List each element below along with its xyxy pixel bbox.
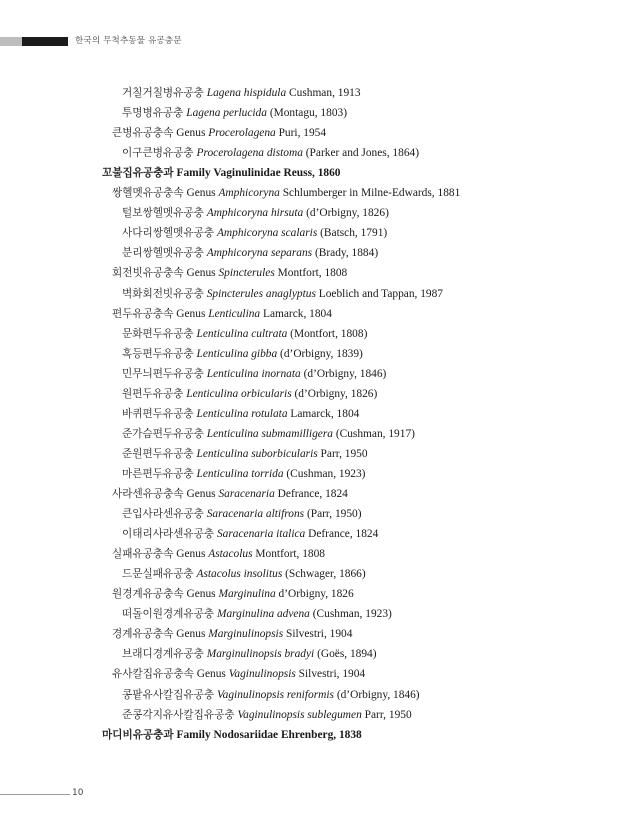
scientific-name: Saracenaria (218, 488, 275, 500)
species-entry (122, 526, 378, 542)
rank-label: Genus (176, 307, 206, 320)
species-entry (122, 286, 443, 302)
korean-name: 브래디경계유공충 (122, 648, 204, 661)
author-citation: d’Orbigny, 1826 (278, 588, 354, 601)
footer-rule (0, 794, 70, 795)
korean-name: 꼬불집유공충과 (102, 167, 174, 180)
scientific-name: Procerolagena (208, 127, 276, 140)
species-entry (122, 406, 359, 422)
author-citation: (d’Orbigny, 1846) (303, 367, 387, 380)
korean-name: 원경계유공충속 (112, 588, 184, 601)
korean-name: 준콩각지유사칼집유공충 (122, 708, 235, 721)
scientific-name: Marginulina (218, 588, 276, 601)
korean-name: 편두유공충속 (112, 307, 174, 320)
korean-name: 투명병유공충 (122, 107, 184, 120)
author-citation: Ehrenberg, 1838 (280, 728, 362, 741)
korean-name: 회전빗유공충속 (112, 267, 184, 280)
korean-name: 큰병유공충속 (112, 127, 174, 140)
scientific-name: Vaginulinidae (213, 167, 281, 180)
family-entry (102, 727, 362, 743)
korean-name: 털보쌍헬멧유공충 (122, 207, 204, 220)
rank-label: Genus (186, 488, 216, 500)
korean-name: 이태리사라센유공충 (122, 528, 215, 541)
korean-name: 마른편두유공충 (122, 467, 194, 480)
korean-name: 거칠거칠병유공충 (122, 87, 204, 99)
scientific-name: Vaginulinopsis (228, 668, 296, 681)
author-citation: (d’Orbigny, 1826) (294, 387, 378, 400)
scientific-name: Lenticulina (208, 307, 261, 320)
korean-name: 준원편두유공충 (122, 447, 194, 460)
rank-label: Genus (186, 588, 216, 601)
author-citation: Schlumberger in Milne-Edwards, 1881 (282, 187, 461, 200)
rank-label: Genus (196, 668, 226, 681)
scientific-name: Lenticulina cultrata (196, 327, 288, 340)
scientific-name: Marginulinopsis (208, 628, 284, 641)
author-citation: (Schwager, 1866) (285, 568, 366, 581)
author-citation: (Cushman, 1923) (312, 608, 392, 621)
korean-name: 콩팥유사칼집유공충 (122, 688, 215, 701)
author-citation: Lamarck, 1804 (290, 407, 360, 420)
species-entry (122, 145, 419, 161)
family-entry (102, 165, 340, 181)
scientific-name: Lagena hispidula (206, 87, 287, 99)
scientific-name: Astacolus insolitus (196, 568, 283, 581)
author-citation: (Montagu, 1803) (269, 107, 348, 120)
genus-entry (112, 546, 325, 562)
scientific-name: Spincterules anaglyptus (206, 287, 316, 300)
author-citation: (Montfort, 1808) (290, 327, 368, 340)
korean-name: 혹등편두유공충 (122, 347, 194, 360)
rank-label: Genus (186, 187, 216, 200)
scientific-name: Nodosariidae (213, 728, 279, 741)
rank-label: Genus (176, 548, 206, 561)
species-entry (122, 566, 366, 582)
author-citation: Silvestri, 1904 (298, 668, 366, 681)
species-entry (122, 646, 377, 662)
author-citation: Loeblich and Tappan, 1987 (318, 287, 444, 300)
scientific-name: Saracenaria italica (216, 528, 306, 541)
species-entry (122, 506, 362, 522)
author-citation: Silvestri, 1904 (285, 628, 353, 641)
korean-name: 쌍헬멧유공충속 (112, 187, 184, 200)
species-entry (122, 225, 387, 241)
scientific-name: Spincterules (218, 267, 275, 280)
species-entry (122, 687, 420, 703)
species-entry (122, 366, 386, 382)
author-citation: (d’Orbigny, 1839) (280, 347, 363, 360)
korean-name: 경계유공충속 (112, 628, 174, 641)
korean-name: 민무늬편두유공충 (122, 367, 204, 380)
korean-name: 이구큰병유공충 (122, 147, 194, 160)
header-bar-dark (22, 37, 68, 46)
author-citation: Montfort, 1808 (277, 267, 348, 280)
rank-label: Genus (176, 628, 206, 641)
author-citation: Parr, 1950 (364, 708, 412, 721)
korean-name: 준가슴편두유공충 (122, 427, 204, 440)
scientific-name: Procerolagena distoma (196, 147, 303, 160)
author-citation: Lamarck, 1804 (262, 307, 332, 320)
scientific-name: Saracenaria altifrons (206, 508, 305, 521)
genus-entry (112, 586, 354, 602)
running-header-title: 한국의 무척추동물 유공충문 (75, 36, 182, 46)
scientific-name: Lenticulina submamilligera (206, 427, 333, 440)
species-entry (122, 606, 392, 622)
scientific-name: Lenticulina inornata (206, 367, 301, 380)
author-citation: (Cushman, 1923) (286, 467, 366, 480)
genus-entry (112, 185, 460, 201)
scientific-name: Marginulinopsis bradyi (206, 648, 315, 661)
author-citation: Defrance, 1824 (277, 488, 348, 500)
genus-entry (112, 306, 332, 322)
scientific-name: Astacolus (208, 548, 253, 561)
scientific-name: Marginulina advena (216, 608, 310, 621)
korean-name: 떠돌이원경계유공충 (122, 608, 215, 621)
korean-name: 사라센유공충속 (112, 488, 184, 500)
author-citation: (Parker and Jones, 1864) (305, 147, 420, 160)
species-entry (122, 446, 368, 462)
genus-entry (112, 265, 347, 281)
author-citation: (Goës, 1894) (317, 648, 377, 661)
author-citation: (Parr, 1950) (306, 508, 362, 521)
korean-name: 마디비유공충과 (102, 728, 174, 741)
rank-label: Family (176, 728, 211, 741)
author-citation: Parr, 1950 (320, 447, 368, 460)
scientific-name: Lagena perlucida (186, 107, 267, 120)
korean-name: 원편두유공충 (122, 387, 184, 400)
rank-label: Genus (176, 127, 206, 140)
scientific-name: Lenticulina suborbicularis (196, 447, 318, 460)
scientific-name: Lenticulina orbicularis (186, 387, 292, 400)
author-citation: (Batsch, 1791) (320, 227, 388, 240)
korean-name: 문화편두유공충 (122, 327, 194, 340)
genus-entry (112, 125, 326, 141)
rank-label: Family (176, 167, 211, 180)
species-entry (122, 707, 412, 723)
korean-name: 실패유공충속 (112, 548, 174, 561)
scientific-name: Amphicoryna (218, 187, 280, 200)
species-entry (122, 386, 377, 402)
page-number: 10 (72, 788, 84, 798)
scientific-name: Lenticulina gibba (196, 347, 278, 360)
species-entry (122, 245, 378, 261)
scientific-name: Amphicoryna separans (206, 247, 313, 260)
species-entry (122, 426, 415, 442)
author-citation: Montfort, 1808 (255, 548, 325, 561)
species-entry (122, 466, 365, 482)
korean-name: 분리쌍헬멧유공충 (122, 247, 204, 260)
author-citation: Cushman, 1913 (289, 87, 361, 99)
author-citation: Puri, 1954 (278, 127, 327, 140)
species-entry (122, 85, 361, 101)
species-entry (122, 346, 363, 362)
korean-name: 사다리쌍헬멧유공충 (122, 227, 215, 240)
author-citation: (Brady, 1884) (314, 247, 379, 260)
korean-name: 바퀴편두유공충 (122, 407, 194, 420)
species-entry (122, 205, 389, 221)
rank-label: Genus (186, 267, 216, 280)
korean-name: 큰입사라센유공충 (122, 508, 204, 521)
korean-name: 드문실패유공충 (122, 568, 194, 581)
scientific-name: Amphicoryna hirsuta (206, 207, 304, 220)
author-citation: (d’Orbigny, 1826) (306, 207, 389, 220)
scientific-name: Amphicoryna scalaris (216, 227, 318, 240)
author-citation: Defrance, 1824 (308, 528, 379, 541)
scientific-name: Vaginulinopsis reniformis (216, 688, 334, 701)
genus-entry (112, 666, 365, 682)
scientific-name: Lenticulina torrida (196, 467, 284, 480)
scientific-name: Vaginulinopsis sublegumen (237, 708, 362, 721)
species-entry (122, 326, 367, 342)
korean-name: 유사칼집유공충속 (112, 668, 194, 681)
species-entry (122, 105, 347, 121)
genus-entry (112, 486, 348, 502)
genus-entry (112, 626, 352, 642)
scientific-name: Lenticulina rotulata (196, 407, 288, 420)
author-citation: (d’Orbigny, 1846) (336, 688, 420, 701)
korean-name: 벽화회전빗유공충 (122, 287, 204, 300)
author-citation: Reuss, 1860 (283, 167, 341, 180)
author-citation: (Cushman, 1917) (335, 427, 415, 440)
header-bar-light (0, 37, 22, 46)
